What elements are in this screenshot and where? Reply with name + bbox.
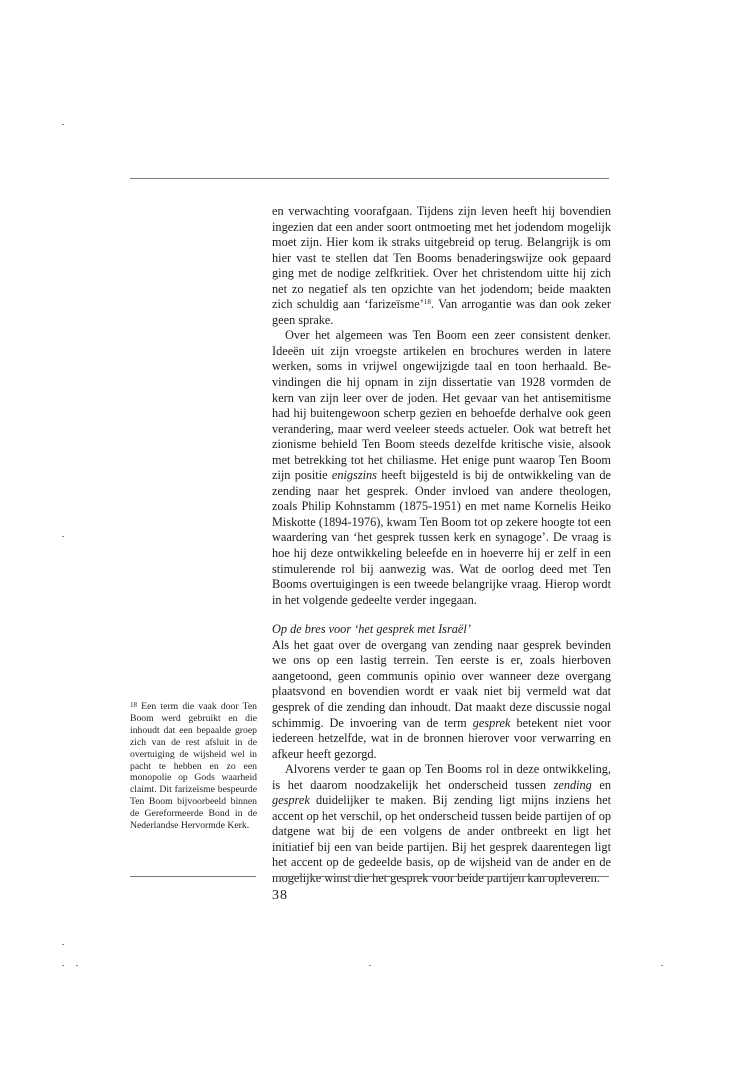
paragraph-4: Alvorens verder te gaan op Ten Booms rol in deze ontwikkeling, is het daarom noodzakelijk het onderscheid tussen zending en gesprek duidelijker te maken. Bij zending ligt mijns inziens het accent op het verschil, op het onderscheid tussen beide partijen of op datgene wat bij de een volgens de ander ontbreekt en ligt het initiatief bij een van beide partijen. Bij het gesprek daarentegen ligt het accent op de gedeelde basis, op de wijsheid van de ander en de mogelijke winst die het gesprek voor beide partijen kan opleveren. [272,762,611,885]
scan-mark [76,965,78,966]
bottom-rule-main [272,876,609,877]
scan-mark [369,965,371,966]
paragraph-2: Over het algemeen was Ten Boom een zeer consistent denker. Ideeën uit zijn vroegste artikelen en brochures werden in latere werken, soms in vrijwel ongewijzigde taal en toon herhaald. Bevindingen die hij opnam in zijn dissertatie van 1928 vormden de kern van zijn leer over de joden. Het gevaar van het antisemitisme had hij buitengewoon scherp gezien en behoefde derhalve ook geen verandering, maar werd veeleer steeds actueler. Ook wat betreft het zionisme behield Ten Boom steeds dezelfde kritische visie, alsook met betrekking tot het chiliasme. Het enige punt waarop Ten Boom zijn positie enigszins heeft bijgesteld is bij de ontwikkeling van de zending naar het gesprek. Onder invloed van andere theologen, zoals Philip Kohnstamm (1875-1951) en met name Kornelis Heiko Miskotte (1894-1976), kwam Ten Boom tot op zekere hoogte tot een waardering van ‘het gesprek tussen kerk en synagoge’. De vraag is hoe hij deze ontwikkeling beleefde en in hoeverre hij er zelf in een stimulerende rol bij aanwezig was. Wat de oorlog deed met Ten Booms overtuigingen is een tweede belangrijke vraag. Hierop wordt in het volgende gedeelte verder ingegaan. [272,328,611,607]
section-heading: Op de bres voor ‘het gesprek met Israël’ [272,622,471,637]
paragraph-3: Als het gaat over de overgang van zending naar gesprek bevinden we ons op een lastig terrein. Ten eerste is er, zoals hierboven aangetoond, geen communis opinio over wanneer deze overgang plaatsvond en bovendien wordt er vaak niet bij vermeld wat dat gesprek of die zending dan inhoudt. Dat maakt deze discussie nogal schimmig. De invoering van de term gesprek betekent niet voor iedereen hetzelfde, wat in de bronnen hierover voor verwarring en afkeur heeft gezorgd. [272,637,611,761]
page-number: 38 [272,888,288,903]
scan-mark [62,124,64,125]
main-text-column [272,204,611,887]
scan-mark [62,944,64,945]
footnote-text: Een term die vaak door Ten Boom werd gebruikt en die inhoudt dat een bepaalde groep zich van de rest afsluit in de overtuiging de wijsheid wel in pacht te hebben en zo een monopolie op Gods waarheid claimt. Dit farizeïsme bespeurde Ten Boom bijvoorbeeld binnen de Gereformeerde Bond in de Nederlandse Hervormde Kerk. [130,701,257,832]
footnote [130,700,257,832]
bottom-rule-footnote [130,876,256,877]
top-rule [130,178,609,179]
paragraph-1: en verwachting voorafgaan. Tijdens zijn leven heeft hij bovendien ingezien dat een ander soort ontmoeting met het jodendom mogelijk moet zijn. Hier kom ik straks uitgebreid op terug. Belangrijk is om hier vast te stellen dat Ten Booms benaderingswijze ook gepaard ging met de nodige zelfkritiek. Over het christendom uitte hij zich net zo negatief als ten opzichte van het jodendom; beide maakten zich schuldig aan ‘farizeïsme’$^{18}$. Van arrogantie was dan ook zeker geen sprake. [272,204,611,327]
scan-mark [62,536,64,537]
scan-mark [62,965,64,966]
scan-mark [661,965,663,966]
footnote-number: 18 [130,701,137,709]
footnote-reference[interactable]: 18 [423,298,431,307]
